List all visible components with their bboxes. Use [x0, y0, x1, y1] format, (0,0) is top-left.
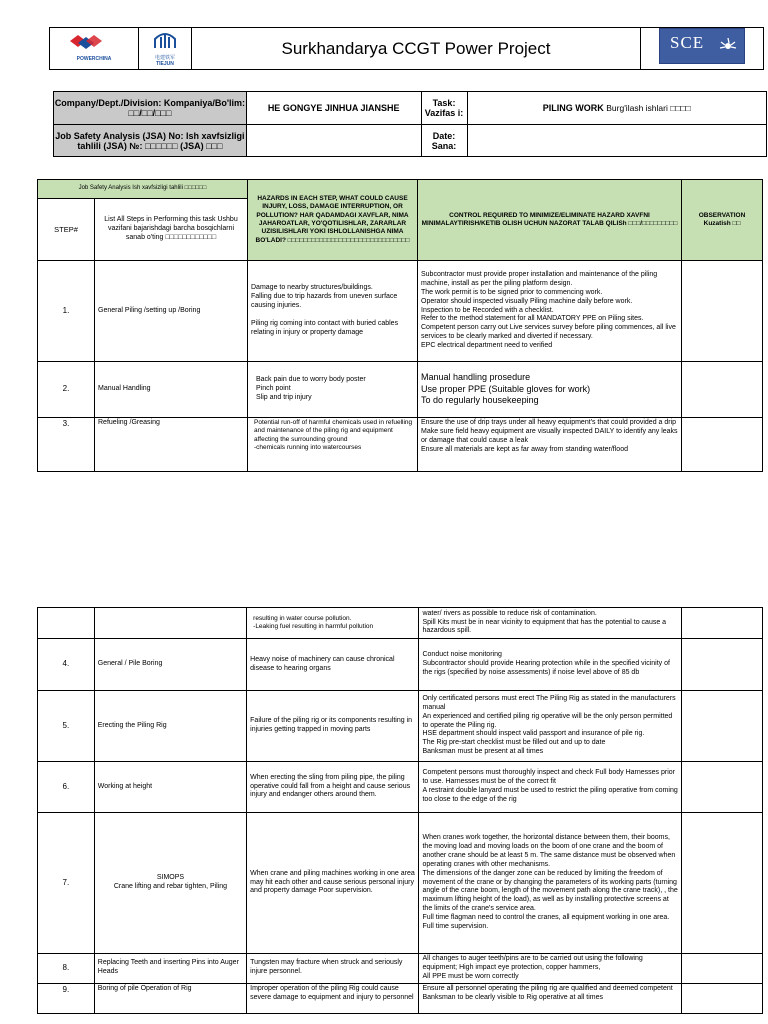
step-header: STEP# [38, 199, 95, 261]
powerchina-label: POWERCHINA [76, 56, 112, 62]
task-value [467, 92, 767, 125]
table-row [38, 639, 763, 691]
observation-cell[interactable] [682, 639, 763, 691]
activity-cell: General / Pile Boring [94, 639, 246, 691]
jsa-table-page1 [37, 179, 763, 472]
control-cell: Ensure all personnel operating the piling rig are qualified and deemed competent Banksman to be clearly visible to Rig operative at all times [419, 983, 682, 1013]
observation-cell[interactable] [682, 608, 763, 639]
date-label: Date: Sana: [421, 125, 467, 157]
observation-header: OBSERVATION Kuzatish □□ [682, 180, 763, 261]
step-number: 4. [38, 639, 95, 691]
step-number: 1. [38, 261, 95, 362]
hazards-cell: Failure of the piling rig or its components resulting in injuries getting trapped in moving parts [247, 691, 419, 762]
table-row [38, 608, 763, 639]
observation-cell[interactable] [682, 813, 763, 954]
step-number: 2. [38, 362, 95, 418]
control-cell: Competent persons must thoroughly inspect and check Full body Harnesses prior to use. Harnesses must be of the correct fit A restraint double lanyard must be used to restrict the piling operative from coming too close to the edge of the rig [419, 762, 682, 813]
activity-cell [94, 608, 246, 639]
activity-cell: Manual Handling [95, 362, 248, 418]
date-value[interactable] [467, 125, 767, 157]
step-number: 9. [38, 983, 95, 1013]
tiejun-label: TIEJUN [156, 61, 174, 67]
table-row [38, 691, 763, 762]
tiejun-cn-label: 电建铁军 [154, 55, 175, 61]
step-number [38, 608, 95, 639]
jsa-number-label: Job Safety Analysis (JSA) No: Ish xavfsizligi tahlili (JSA) №: □□□□□□ (JSA) □□□ [54, 125, 247, 157]
observation-cell[interactable] [682, 983, 763, 1013]
project-title: Surkhandarya CCGT Power Project [192, 28, 641, 70]
table-row [38, 418, 763, 472]
sce-emblem-icon [718, 36, 738, 56]
control-cell: Only certificated persons must erect The Piling Rig as stated in the manufacturers manual An experienced and certified piling rig operative will be the only person permitted to operate the Piling rig. HSE department should inspect valid passport and insurance of pile rig. The Rig pre-start checklist must be filled out and up to date Banksman must be present at all times [419, 691, 682, 762]
control-cell: When cranes work together, the horizontal distance between them, their booms, the moving load and moving loads on the boom of one crane and the boom of another crane should be at least 5 m. The same distance must be observed when operating cranes with other mechanisms. The dimensions of the danger zone can be reduced by limiting the freedom of movement of the crane or by changing the parameters of its working parts (turning angle of the crane boom, length of the movement path along the crane track), , the maximum lifting height of the load), as well as by installing protective screens at the limits of the crane's service area. Full time flagman need to control the cranes, all equipment working in one area. Full time supervision. [419, 813, 682, 954]
observation-cell[interactable] [682, 762, 763, 813]
hazards-header: HAZARDS IN EACH STEP, WHAT COULD CAUSE INJURY, LOSS, DAMAGE INTERRUPTION, OR POLLUTION? HAR QADAMDAGI XAVFLAR, NIMA JAHAROATLAR, YO'QOTILISHLAR, ZARARLAR UZISILISHLARI YOKI ISHLOLLANISHGA NIMA BO'LADI? □□□□□□□□□□□□□□□□□□□□□□□□□□□□□□□ [248, 180, 418, 261]
control-cell: Ensure the use of drip trays under all heavy equipment's that could provided a drip Make sure field heavy equipment are visually inspected DAILY to identify any leaks or damage that could cause a leak Ensure all materials are kept as far away from standing water/flood [418, 418, 682, 472]
observation-cell[interactable] [682, 691, 763, 762]
jsa-table-title: Job Safety Analysis Ish xavfsizligi tahlili □□□□□□ [38, 180, 248, 199]
jsa-table-page2 [37, 607, 763, 1014]
activity-cell: Boring of pile Operation of Rig [94, 983, 246, 1013]
table-row [38, 813, 763, 954]
company-label: Company/Dept./Division: Kompaniya/Bo'lim: □□/□□/□□□ [54, 92, 247, 125]
document-header [49, 27, 764, 70]
step-number: 7. [38, 813, 95, 954]
activity-cell: SIMOPS Crane lifting and rebar tighten, Piling [94, 813, 246, 954]
activity-cell: Working at height [94, 762, 246, 813]
table-row [38, 762, 763, 813]
table-row [38, 954, 763, 984]
observation-cell[interactable] [682, 261, 763, 362]
activity-cell: Replacing Teeth and inserting Pins into Auger Heads [94, 954, 246, 984]
hazards-cell: When crane and piling machines working in one area may hit each other and cause serious personal injury and property damage Poor supervision. [247, 813, 419, 954]
jsa-number-value[interactable] [246, 125, 421, 157]
hazards-cell: Back pain due to worry body poster Pinch point Slip and trip injury [248, 362, 418, 418]
hazards-cell: Improper operation of the piling Rig could cause severe damage to equipment and injury to personnel [247, 983, 419, 1013]
activity-cell: Erecting the Piling Rig [94, 691, 246, 762]
task-value-main: PILING WORK [542, 103, 604, 113]
hazards-cell: Heavy noise of machinery can cause chronical disease to hearing organs [247, 639, 419, 691]
hazards-cell: Damage to nearby structures/buildings. Falling due to trip hazards from uneven surface causing injuries. Piling rig coming into contact with buried cables relating in injury or property damage [248, 261, 418, 362]
control-cell: Conduct noise monitoring Subcontractor should provide Hearing protection while in the specified vicinity of the rigs (specified by noise assessments) if noise level above of 85 db [419, 639, 682, 691]
observation-cell[interactable] [682, 954, 763, 984]
step-number: 6. [38, 762, 95, 813]
powerchina-icon [64, 32, 124, 54]
company-value: HE GONGYE JINHUA JIANSHE [246, 92, 421, 125]
tiejun-logo [139, 28, 192, 70]
powerchina-logo [50, 28, 139, 70]
control-cell: water/ rivers as possible to reduce risk of contamination. Spill Kits must be in near vicinity to equipment that has the potential to cause a hazardous spill. [419, 608, 682, 639]
hazards-cell: resulting in water course pollution. -Leaking fuel resulting in harmful pollution [247, 608, 419, 639]
control-cell: Subcontractor must provide proper installation and maintenance of the piling machine, install as per the piling platform design. The work permit is to be signed prior to commencing work. Operator should inspected visually Piling machine daily before work. Inspection to be Recorded with a checklist. Refer to the method statement for all MANDATORY PPE on Piling sites. Competent person carry out Live services survey before piling commences, all live services to be clearly marked and diverted if necessary. EPC electrical department need to verified [418, 261, 682, 362]
task-label: Task: Vazifas i: [421, 92, 467, 125]
tiejun-icon [152, 30, 178, 50]
activity-cell: Refueling /Greasing [95, 418, 248, 472]
control-header: CONTROL REQUIRED TO MINIMIZE/ELIMINATE HAZARD XAVFNI MINIMALAYTIRISH/KETIB OLISH UCHUN NAZORAT TALAB QILISh □□□/□□□□□□□□□ [418, 180, 682, 261]
control-cell: Manual handling prosedure Use proper PPE (Suitable gloves for work) To do regularly housekeeping [418, 362, 682, 418]
hazards-cell: Potential run-off of harmful chemicals used in refuelling and maintenance of the piling rig and equipment affecting the surrounding ground -chemicals running into watercourses [248, 418, 418, 472]
control-cell: All changes to auger teeth/pins are to be carried out using the following equipment; High impact eye protection, copper hammers, All PPE must be worn correctly [419, 954, 682, 984]
observation-cell[interactable] [682, 362, 763, 418]
sce-label: SCE [670, 33, 705, 52]
table-row [38, 362, 763, 418]
step-number: 5. [38, 691, 95, 762]
hazards-cell: When erecting the sling from piling pipe, the piling operative could fall from a height and cause serious injury and endanger others around them. [247, 762, 419, 813]
task-value-rest: Burg'ilash ishlari □□□□ [606, 103, 691, 113]
table-row [38, 261, 763, 362]
jsa-info-table [53, 91, 767, 157]
sce-logo [641, 28, 764, 70]
step-number: 3. [38, 418, 95, 472]
observation-cell[interactable] [682, 418, 763, 472]
activity-header: List All Steps in Performing this task Ushbu vazifani bajarishdagi barcha bosqichlarni sanab o'ting □□□□□□□□□□□□ [95, 199, 248, 261]
hazards-cell: Tungsten may fracture when struck and seriously injure personnel. [247, 954, 419, 984]
activity-cell: General Piling /setting up /Boring [95, 261, 248, 362]
table-row [38, 983, 763, 1013]
step-number: 8. [38, 954, 95, 984]
